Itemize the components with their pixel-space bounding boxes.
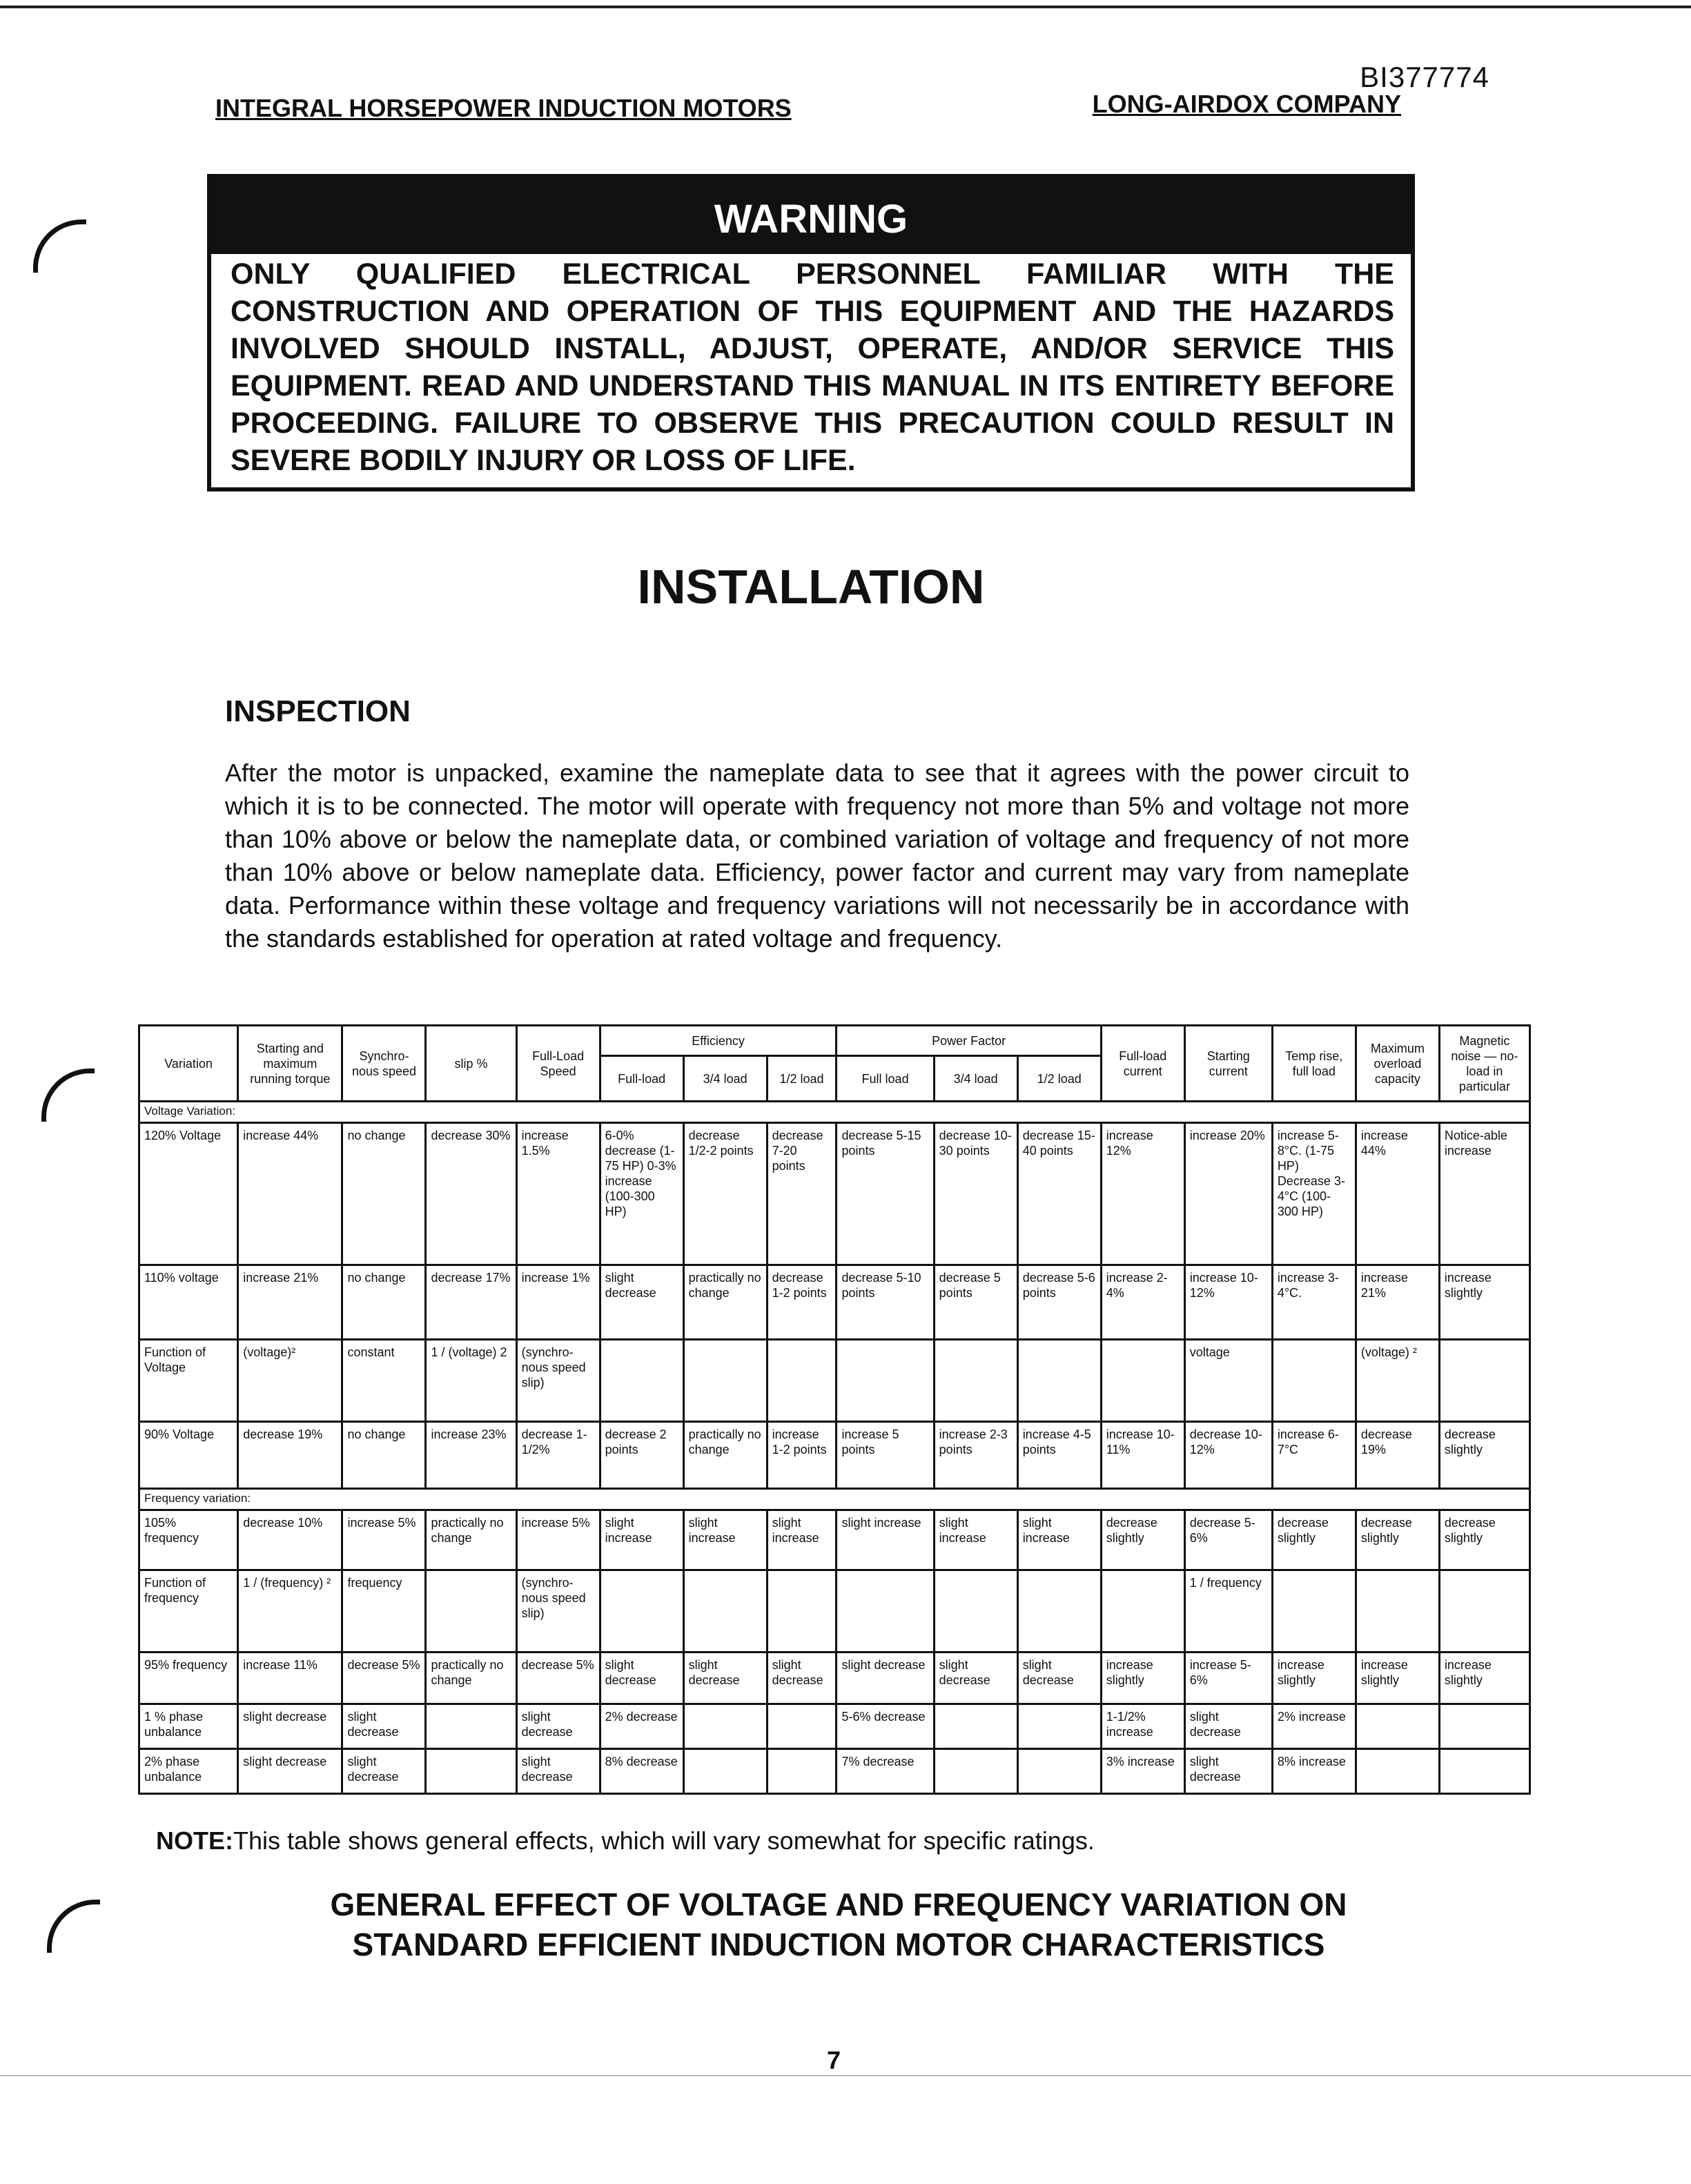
table-row [139, 1652, 1530, 1704]
inspection-heading: INSPECTION [225, 694, 411, 728]
table-cell: increase slightly [1272, 1652, 1356, 1704]
row-label-cell: Function of Voltage [139, 1339, 238, 1421]
table-cell: decrease 19% [238, 1421, 342, 1488]
table-cell: increase 44% [1356, 1123, 1439, 1265]
table-cell: increase 5-8°C. (1-75 HP) Decrease 3-4°C (100-300 HP) [1272, 1123, 1356, 1265]
table-cell [1017, 1570, 1101, 1652]
col-slip: slip % [426, 1026, 516, 1102]
table-cell [767, 1749, 837, 1794]
table-cell: decrease slightly [1439, 1510, 1529, 1570]
table-cell: slight decrease [1184, 1704, 1272, 1749]
table-cell: practically no change [426, 1652, 516, 1704]
table-cell [767, 1704, 837, 1749]
row-label-cell: 120% Voltage [139, 1123, 238, 1265]
table-cell: decrease 2 points [600, 1421, 683, 1488]
page-title: INSTALLATION [637, 560, 985, 614]
table-cell [1272, 1339, 1356, 1421]
bottom-rule [0, 2075, 1691, 2076]
table-cell: decrease 5-6% [1184, 1510, 1272, 1570]
col-pf-12: 1/2 load [1017, 1056, 1101, 1102]
table-cell: decrease 1-2 points [767, 1265, 837, 1339]
table-cell: slight decrease [1184, 1749, 1272, 1794]
row-label-cell: Function of frequency [139, 1570, 238, 1652]
table-cell [837, 1339, 934, 1421]
table-cell [683, 1704, 767, 1749]
table-row [139, 1749, 1530, 1794]
table-cell: increase 3-4°C. [1272, 1265, 1356, 1339]
table-cell: 1-1/2% increase [1101, 1704, 1184, 1749]
table-cell: slight increase [767, 1510, 837, 1570]
table-cell: increase slightly [1439, 1265, 1529, 1339]
warning-text: ONLY QUALIFIED ELECTRICAL PERSONNEL FAMILIAR WITH THE CONSTRUCTION AND OPERATION OF THIS EQUIPMENT AND THE HAZARDS INVOLVED SHOULD INSTALL, ADJUST, OPERATE, AND/OR SERVICE THIS EQUIPMENT. READ AND UNDERSTAND THIS MANUAL IN ITS ENTIRETY BEFORE PROCEEDING. FAILURE TO OBSERVE THIS PRECAUTION COULD RESULT IN SEVERE BODILY INJURY OR LOSS OF LIFE. [231, 257, 1394, 477]
table-cell: decrease 5-15 points [837, 1123, 934, 1265]
table-cell [683, 1339, 767, 1421]
table-row [139, 1570, 1530, 1652]
table-row [139, 1421, 1530, 1488]
table-cell: decrease 1-1/2% [516, 1421, 600, 1488]
table-cell: slight decrease [516, 1749, 600, 1794]
table-cell: 8% increase [1272, 1749, 1356, 1794]
table-cell: increase 6-7°C [1272, 1421, 1356, 1488]
table-cell [1356, 1704, 1439, 1749]
table-cell: 6-0% decrease (1-75 HP) 0-3% increase (100-300 HP) [600, 1123, 683, 1265]
table-cell: 2% increase [1272, 1704, 1356, 1749]
table-row [139, 1123, 1530, 1265]
table-cell: increase 20% [1184, 1123, 1272, 1265]
table-cell [1356, 1570, 1439, 1652]
table-cell [683, 1570, 767, 1652]
row-label-cell: 110% voltage [139, 1265, 238, 1339]
table-cell: slight decrease [600, 1265, 683, 1339]
table-cell: 1 / frequency [1184, 1570, 1272, 1652]
table-cell: decrease 15-40 points [1017, 1123, 1101, 1265]
table-cell: voltage [1184, 1339, 1272, 1421]
col-eff-34: 3/4 load [683, 1056, 767, 1102]
page-number: 7 [827, 2046, 841, 2074]
table-cell: decrease 5 points [934, 1265, 1017, 1339]
col-pf-full: Full load [837, 1056, 934, 1102]
col-eff-full: Full-load [600, 1056, 683, 1102]
table-cell: increase 44% [238, 1123, 342, 1265]
binder-hole-mark-middle [41, 1069, 95, 1122]
table-row [139, 1339, 1530, 1421]
table-cell [1101, 1570, 1184, 1652]
table-cell: increase 5 points [837, 1421, 934, 1488]
binder-hole-mark-top [33, 220, 86, 273]
table-cell: slight increase [600, 1510, 683, 1570]
col-starting-current: Starting current [1184, 1026, 1272, 1102]
table-cell [683, 1749, 767, 1794]
table-cell: slight decrease [516, 1704, 600, 1749]
table-cell: increase 2-3 points [934, 1421, 1017, 1488]
table-cell: slight decrease [767, 1652, 837, 1704]
table-cell: practically no change [426, 1510, 516, 1570]
table-cell: slight decrease [600, 1652, 683, 1704]
table-cell: 2% decrease [600, 1704, 683, 1749]
table-cell [934, 1570, 1017, 1652]
table-cell: (voltage) ² [1356, 1339, 1439, 1421]
table-cell: 1 / (voltage) 2 [426, 1339, 516, 1421]
col-max-overload: Maximum overload capacity [1356, 1026, 1439, 1102]
table-cell: increase 5% [342, 1510, 426, 1570]
table-cell [934, 1704, 1017, 1749]
table-cell: (synchro-nous speed slip) [516, 1570, 600, 1652]
table-cell: 8% decrease [600, 1749, 683, 1794]
table-cell: decrease slightly [1356, 1510, 1439, 1570]
table-cell: increase slightly [1101, 1652, 1184, 1704]
table-cell: decrease 5% [516, 1652, 600, 1704]
col-group-efficiency: Efficiency [600, 1026, 837, 1056]
table-cell: decrease 10% [238, 1510, 342, 1570]
caption-line-2: STANDARD EFFICIENT INDUCTION MOTOR CHARACTERISTICS [352, 1927, 1325, 1962]
table-cell [600, 1570, 683, 1652]
table-cell: 5-6% decrease [837, 1704, 934, 1749]
table-cell: decrease slightly [1272, 1510, 1356, 1570]
table-cell [1017, 1339, 1101, 1421]
table-cell: increase 1-2 points [767, 1421, 837, 1488]
row-label-cell: 95% frequency [139, 1652, 238, 1704]
inspection-paragraph: After the motor is unpacked, examine the nameplate data to see that it agrees with the power circuit to which it is to be connected. The motor will operate with frequency not more than 5% and voltage not more than 10% above or below the nameplate data, or combined variation of voltage and frequency of not more than 10% above or below nameplate data. Efficiency, power factor and current may vary from nameplate data. Performance within these voltage and frequency variations will not necessarily be in accordance with the standards established for operation at rated voltage and frequency. [225, 759, 1409, 953]
table-cell: decrease 5% [342, 1652, 426, 1704]
table-cell [934, 1749, 1017, 1794]
col-full-load-current: Full-load current [1101, 1026, 1184, 1102]
table-cell [934, 1339, 1017, 1421]
table-cell: increase 5% [516, 1510, 600, 1570]
table-cell: decrease slightly [1101, 1510, 1184, 1570]
table-cell: increase 1% [516, 1265, 600, 1339]
table-cell [1101, 1339, 1184, 1421]
table-cell: increase 10-12% [1184, 1265, 1272, 1339]
table-cell: slight increase [1017, 1510, 1101, 1570]
table-cell: increase 4-5 points [1017, 1421, 1101, 1488]
table-cell: decrease 5-6 points [1017, 1265, 1101, 1339]
table-cell: increase 10-11% [1101, 1421, 1184, 1488]
table-cell: Notice-able increase [1439, 1123, 1529, 1265]
table-section-label: Frequency variation: [139, 1488, 1530, 1510]
table-cell [1439, 1704, 1529, 1749]
table-cell: decrease 30% [426, 1123, 516, 1265]
table-cell: increase slightly [1439, 1652, 1529, 1704]
table-cell: slight increase [934, 1510, 1017, 1570]
header-right: LONG-AIRDOX COMPANY [1092, 90, 1401, 118]
caption-line-1: GENERAL EFFECT OF VOLTAGE AND FREQUENCY VARIATION ON [330, 1886, 1347, 1922]
table-cell [426, 1570, 516, 1652]
table-cell [1356, 1749, 1439, 1794]
col-magnetic-noise: Magnetic noise — no-load in particular [1439, 1026, 1529, 1102]
warning-heading: WARNING [211, 178, 1411, 254]
col-group-power-factor: Power Factor [837, 1026, 1101, 1056]
table-cell: decrease 7-20 points [767, 1123, 837, 1265]
table-section-label: Voltage Variation: [139, 1102, 1530, 1123]
table-cell [1017, 1704, 1101, 1749]
col-sync-speed: Synchro-nous speed [342, 1026, 426, 1102]
table-cell [1439, 1749, 1529, 1794]
col-temp-rise: Temp rise, full load [1272, 1026, 1356, 1102]
note-text: This table shows general effects, which will vary somewhat for specific ratings. [233, 1826, 1095, 1855]
table-cell: slight decrease [238, 1749, 342, 1794]
table-cell: slight decrease [934, 1652, 1017, 1704]
table-cell: increase 23% [426, 1421, 516, 1488]
header-left: INTEGRAL HORSEPOWER INDUCTION MOTORS [215, 94, 792, 122]
table-cell [600, 1339, 683, 1421]
table-cell: increase 12% [1101, 1123, 1184, 1265]
table-cell: decrease 17% [426, 1265, 516, 1339]
table-cell: slight increase [683, 1510, 767, 1570]
table-cell: increase slightly [1356, 1652, 1439, 1704]
table-cell: no change [342, 1265, 426, 1339]
table-body [139, 1102, 1530, 1794]
table-cell: no change [342, 1123, 426, 1265]
table-section-row [139, 1102, 1530, 1123]
table-cell: decrease 10-30 points [934, 1123, 1017, 1265]
table-caption [0, 1884, 1677, 1964]
col-pf-34: 3/4 load [934, 1056, 1017, 1102]
top-rule [0, 6, 1691, 8]
table-cell [767, 1339, 837, 1421]
table-cell: slight increase [837, 1510, 934, 1570]
table-cell: 3% increase [1101, 1749, 1184, 1794]
col-variation: Variation [139, 1026, 238, 1102]
table-cell [1439, 1570, 1529, 1652]
table-cell: increase 21% [1356, 1265, 1439, 1339]
table-cell: (voltage)² [238, 1339, 342, 1421]
table-row [139, 1510, 1530, 1570]
table-cell: slight decrease [683, 1652, 767, 1704]
table-cell: slight decrease [342, 1749, 426, 1794]
table-note [156, 1826, 1095, 1855]
note-label: NOTE: [156, 1826, 233, 1855]
table-cell: slight decrease [1017, 1652, 1101, 1704]
table-cell [1439, 1339, 1529, 1421]
table-section-row [139, 1488, 1530, 1510]
table-cell: constant [342, 1339, 426, 1421]
motor-characteristics-table [138, 1024, 1531, 1795]
table-cell: decrease 10-12% [1184, 1421, 1272, 1488]
col-full-load-speed: Full-Load Speed [516, 1026, 600, 1102]
document-id: BI377774 [1360, 61, 1489, 93]
table-cell: 1 / (frequency) ² [238, 1570, 342, 1652]
col-starting-torque: Starting and maximum running torque [238, 1026, 342, 1102]
table-cell: practically no change [683, 1265, 767, 1339]
table-cell [426, 1749, 516, 1794]
table-cell: increase 21% [238, 1265, 342, 1339]
table-cell [1017, 1749, 1101, 1794]
table-cell: decrease slightly [1439, 1421, 1529, 1488]
table-cell: increase 2-4% [1101, 1265, 1184, 1339]
table-cell: increase 11% [238, 1652, 342, 1704]
table-cell: slight decrease [342, 1704, 426, 1749]
table-cell: decrease 19% [1356, 1421, 1439, 1488]
warning-box [207, 174, 1415, 491]
row-label-cell: 90% Voltage [139, 1421, 238, 1488]
table-cell: increase 5-6% [1184, 1652, 1272, 1704]
table-cell: increase 1.5% [516, 1123, 600, 1265]
table-cell: decrease 5-10 points [837, 1265, 934, 1339]
table-cell [1272, 1570, 1356, 1652]
row-label-cell: 1 % phase unbalance [139, 1704, 238, 1749]
table-cell [837, 1570, 934, 1652]
table-cell: no change [342, 1421, 426, 1488]
table-cell: (synchro-nous speed slip) [516, 1339, 600, 1421]
table-row [139, 1265, 1530, 1339]
col-eff-12: 1/2 load [767, 1056, 837, 1102]
table-cell: slight decrease [837, 1652, 934, 1704]
motor-characteristics-table-wrap [138, 1024, 1531, 1795]
table-cell [767, 1570, 837, 1652]
table-cell: practically no change [683, 1421, 767, 1488]
row-label-cell: 105% frequency [139, 1510, 238, 1570]
table-cell: frequency [342, 1570, 426, 1652]
table-cell: 7% decrease [837, 1749, 934, 1794]
row-label-cell: 2% phase unbalance [139, 1749, 238, 1794]
table-cell [426, 1704, 516, 1749]
table-cell: slight decrease [238, 1704, 342, 1749]
table-row [139, 1704, 1530, 1749]
table-cell: decrease 1/2-2 points [683, 1123, 767, 1265]
